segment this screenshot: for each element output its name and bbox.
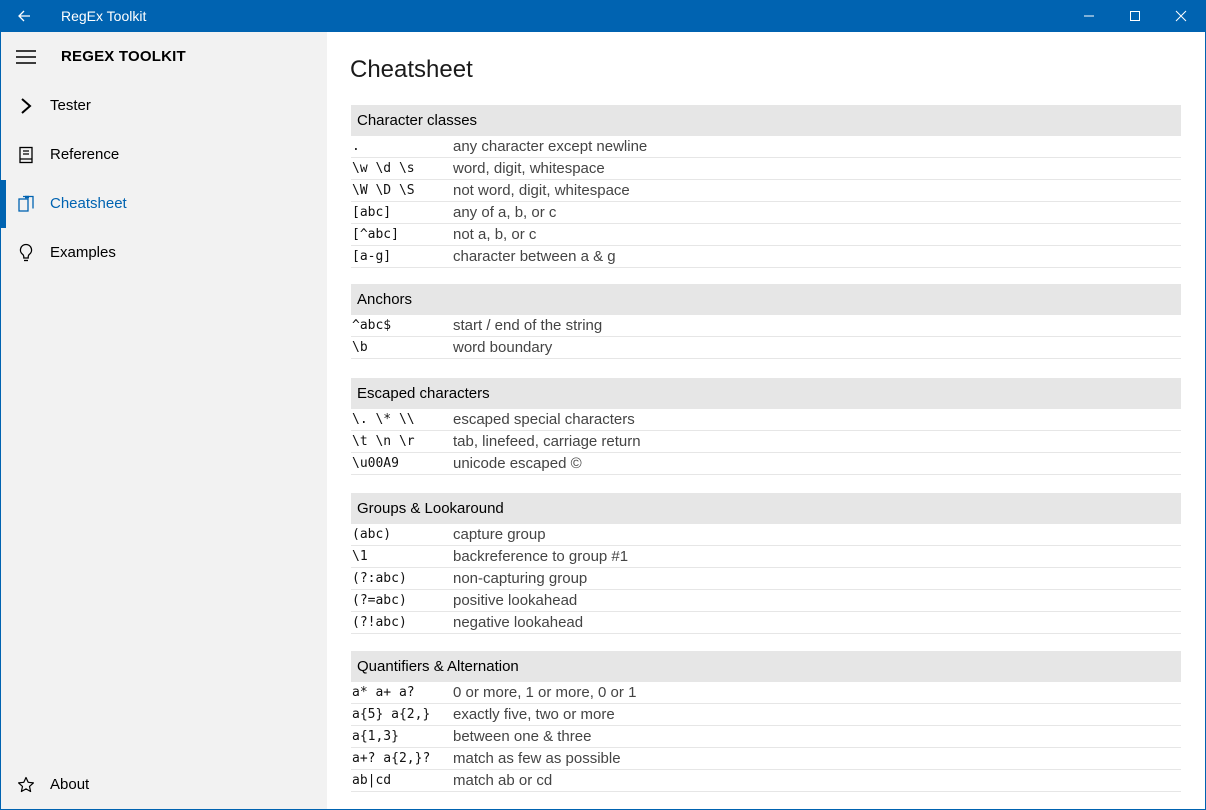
description: character between a & g [453, 248, 616, 265]
cheatsheet-section [351, 284, 1181, 359]
table-row [351, 726, 1181, 748]
app-name: REGEX TOOLKIT [61, 48, 186, 65]
table-row [351, 612, 1181, 634]
description: tab, linefeed, carriage return [453, 433, 641, 450]
section-header: Groups & Lookaround [351, 493, 1181, 524]
table-row [351, 704, 1181, 726]
nav-item-about[interactable] [1, 761, 327, 809]
nav-item-label: Examples [50, 244, 116, 261]
lightbulb-icon [15, 242, 37, 264]
description: non-capturing group [453, 570, 588, 587]
maximize-icon [1129, 10, 1141, 22]
description: match ab or cd [453, 772, 553, 789]
table-row [351, 568, 1181, 590]
section-header: Character classes [351, 105, 1181, 136]
window-title: RegEx Toolkit [61, 8, 147, 24]
table-row [351, 546, 1181, 568]
description: escaped special characters [453, 411, 635, 428]
minimize-icon [1083, 10, 1095, 22]
nav-item-label: About [50, 776, 90, 793]
description: between one & three [453, 728, 592, 745]
pattern: [^abc] [352, 227, 399, 242]
pattern: . [352, 139, 360, 154]
maximize-button[interactable] [1112, 0, 1158, 32]
pattern: a* a+ a? [352, 685, 415, 700]
table-row [351, 770, 1181, 792]
back-button[interactable] [0, 0, 48, 32]
table-row [351, 246, 1181, 268]
description: backreference to group #1 [453, 548, 629, 565]
table-row [351, 431, 1181, 453]
pattern: [abc] [352, 205, 392, 220]
close-icon [1175, 10, 1187, 22]
table-row [351, 158, 1181, 180]
description: capture group [453, 526, 546, 543]
navigation-pane [1, 32, 327, 809]
description: match as few as possible [453, 750, 621, 767]
chevron-right-icon [15, 95, 37, 117]
pattern: (abc) [352, 527, 392, 542]
cheatsheet-section [351, 105, 1181, 268]
pattern: \. \* \\ [352, 412, 415, 427]
table-row [351, 682, 1181, 704]
title-bar [0, 0, 1206, 32]
hamburger-icon [15, 49, 37, 65]
description: any of a, b, or c [453, 204, 557, 221]
hamburger-menu-button[interactable] [15, 46, 37, 68]
section-header: Anchors [351, 284, 1181, 315]
selection-indicator [1, 180, 6, 228]
description: start / end of the string [453, 317, 603, 334]
description: word boundary [453, 339, 553, 356]
table-row [351, 590, 1181, 612]
back-arrow-icon [16, 8, 32, 24]
pattern: (?:abc) [352, 571, 407, 586]
table-row [351, 524, 1181, 546]
description: negative lookahead [453, 614, 584, 631]
pattern: \w \d \s [352, 161, 415, 176]
cheatsheet-section [351, 493, 1181, 634]
description: any character except newline [453, 138, 648, 155]
description: not a, b, or c [453, 226, 537, 243]
description: not word, digit, whitespace [453, 182, 630, 199]
pattern: [a-g] [352, 249, 392, 264]
table-row [351, 202, 1181, 224]
nav-item-reference[interactable] [1, 131, 327, 179]
description: exactly five, two or more [453, 706, 615, 723]
description: word, digit, whitespace [453, 160, 605, 177]
pattern: \t \n \r [352, 434, 415, 449]
pattern: (?=abc) [352, 593, 407, 608]
pattern: \b [352, 340, 368, 355]
table-row [351, 136, 1181, 158]
pattern: a+? a{2,}? [352, 751, 431, 766]
pattern: a{1,3} [352, 729, 399, 744]
clipboard-icon [15, 193, 37, 215]
table-row [351, 224, 1181, 246]
close-button[interactable] [1158, 0, 1204, 32]
pattern: ^abc$ [352, 318, 392, 333]
section-header: Escaped characters [351, 378, 1181, 409]
nav-item-label: Tester [50, 97, 91, 114]
table-row [351, 453, 1181, 475]
description: 0 or more, 1 or more, 0 or 1 [453, 684, 637, 701]
description: unicode escaped © [453, 455, 582, 472]
nav-item-label: Reference [50, 146, 120, 163]
star-icon [15, 774, 37, 796]
table-row [351, 180, 1181, 202]
pattern: (?!abc) [352, 615, 407, 630]
minimize-button[interactable] [1066, 0, 1112, 32]
table-row [351, 315, 1181, 337]
table-row [351, 337, 1181, 359]
page-title: Cheatsheet [350, 56, 473, 83]
pattern: \W \D \S [352, 183, 415, 198]
description: positive lookahead [453, 592, 578, 609]
table-row [351, 748, 1181, 770]
pattern: \1 [352, 549, 368, 564]
cheatsheet-section [351, 651, 1181, 792]
section-header: Quantifiers & Alternation [351, 651, 1181, 682]
book-icon [15, 144, 37, 166]
pattern: ab|cd [352, 773, 392, 788]
cheatsheet-section [351, 378, 1181, 475]
pattern: a{5} a{2,} [352, 707, 431, 722]
table-row [351, 409, 1181, 431]
nav-item-examples[interactable] [1, 229, 327, 277]
pattern: \u00A9 [352, 456, 399, 471]
main-content [327, 32, 1205, 809]
nav-item-cheatsheet[interactable] [1, 180, 327, 228]
nav-item-tester[interactable] [1, 82, 327, 130]
nav-item-label: Cheatsheet [50, 195, 127, 212]
